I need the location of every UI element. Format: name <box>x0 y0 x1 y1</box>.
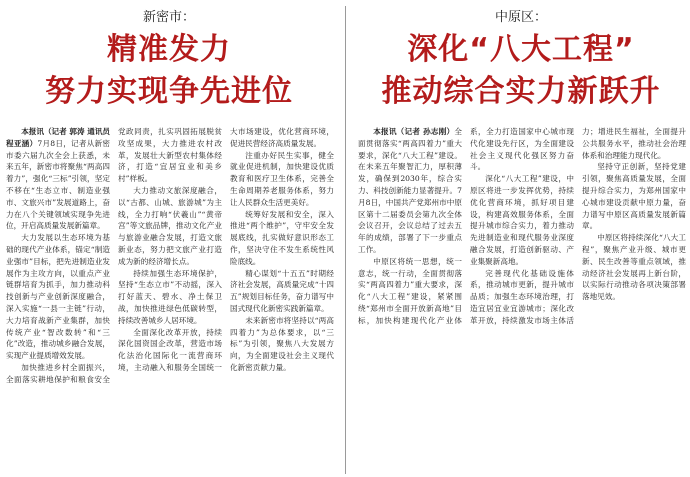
right-article-body <box>358 126 686 474</box>
right-paragraph: 中原区将统一思想，统一意志，统一行动，全面贯彻落实“两高四着力”重大要求，深化“八大工程”建设，紧紧围绕“郑州市全面开放新高地”目标，加快构建现代化产业体系，全力打造国家中心城市现代化建设先行区，为全面建设社会主义现代化强区努力奋斗。 <box>358 127 574 325</box>
column-divider <box>345 6 346 474</box>
right-byline: 本报讯（记者 孙志刚） <box>373 127 455 136</box>
right-paragraph: 坚持守正创新，坚持党建引领，聚焦高质量发展，全面提升综合实力，为郑州国家中心城市建设贡献中原力量，奋力谱写中原区高质量发展新篇章。 <box>582 162 686 231</box>
right-article <box>352 0 690 477</box>
left-paragraph: 注重办好民生实事，健全就业促进机制，加快建设优质教育和医疗卫生体系，完善全生命周期养老服务体系，努力让人民群众生活更美好。 <box>230 150 334 207</box>
right-headline-line2: 推动综合实力新跃升 <box>381 74 661 109</box>
left-kicker: 新密市： <box>142 10 195 25</box>
left-paragraph: 大力发展以生态环境为基础的现代产业体系，锚定“制造业强市”目标，把先进制造业发展作为主攻方向，以重点产业链群培育为抓手，加力推动科技创新与产业创新深度融合，深入实施“一县一主链”行动，大力培育战新产业集群，加快传统产业“智改数转”和“三化”改造，推动城乡融合发展，实现产业提质增效发展。 <box>6 233 110 361</box>
left-byline: 本报讯（记者 郭涛 通讯员 程亚涵） <box>6 127 111 148</box>
left-paragraph: 加快推进乡村全面振兴，全面落实耕地保护和粮食安全党政同责，扎实巩固拓展脱贫攻坚成果，大力推进农村改革，发展壮大新型农村集体经济，打造“宜居宜业和美乡村”样板。 <box>6 127 222 384</box>
right-headline-line1: 深化“八大工程” <box>407 32 635 67</box>
right-paragraph: 完善现代化基础设施体系，推动城市更新，提升城市品质；加强生态环境治理，打造宜居宜业宜游城市；深化改革开放，持续激发市场主体活力；增进民生福祉，全面提升公共服务水平，推动社会治理体系和治理能力现代化。 <box>470 127 686 325</box>
left-paragraph: 全面深化改革开放，持续深化国资国企改革，营造市场化法治化国际化一流营商环境，主动融入和服务全国统一大市场建设，优化营商环境，促进民营经济高质量发展。 <box>118 127 334 372</box>
right-paragraph-text: 全面贯彻落实“两高四着力”重大要求，深化“八大工程”建设。在未来五年聚智汇力，厚积薄发，确保到2030年，综合实力、科技创新能力显著提升。7月8日，中国共产党郑州市中原区第十二届委员会第九次全体会议召开，会议总结了过去五年的成绩，部署了下一步重点工作。 <box>358 127 462 254</box>
left-article-body <box>6 126 334 474</box>
right-paragraph <box>358 126 462 256</box>
left-paragraph: 未来新密市将坚持以“两高四着力”为总体要求，以“三标”为引领，聚焦八大发展方向，为全面建设社会主义现代化新密贡献力量。 <box>230 315 334 372</box>
left-paragraph: 大力推动文旅深度融合，以“古都、山城、旅游城”为主线，全力打响“伏羲山”“黄帝宫”等文旅品牌，推动文化产业与旅游业融合发展，打造文旅新业态，努力把文旅产业打造成为新的经济增长点。 <box>118 185 222 266</box>
left-headline-line2: 努力实现争先进位 <box>45 74 293 109</box>
right-paragraph: 中原区将持续深化“八大工程”，聚焦产业升级、城市更新、民生改善等重点领域，推动经济社会发展再上新台阶，以实际行动推动各项决策部署落地见效。 <box>582 233 686 302</box>
left-paragraph: 精心谋划“十五五”时期经济社会发展，高质量完成“十四五”规划目标任务，奋力谱写中国式现代化新密实践新篇章。 <box>230 268 334 313</box>
left-paragraph-text: 7月8日，记者从新密市委六届九次全会上获悉，未来五年，新密市将聚焦“两高四着力”，强化“三标”引领，坚定不移在“生态立市、制造业强市、文旅兴市”发展道路上，奋力在八个关键领域实现争先进位，开启高质量发展新篇章。 <box>6 138 111 231</box>
left-paragraph: 持续加强生态环境保护，坚持“生态立市”不动摇，深入打好蓝天、碧水、净土保卫战，加快推进绿色低碳转型，持续改善城乡人居环境。 <box>118 268 222 325</box>
left-paragraph: 统筹好发展和安全，深入推进“两个维护”，守牢安全发展底线，扎实做好意识形态工作，坚决守住不发生系统性风险底线。 <box>230 209 334 266</box>
left-headline-line1: 精准发力 <box>107 32 231 67</box>
left-article <box>0 0 338 477</box>
right-paragraph: 深化“八大工程”建设，中原区将进一步发挥优势，持续优化营商环境，抓好项目建设，构建高效服务体系，全面提升城市综合实力，着力推动先进制造业和现代服务业深度融合发展，打造创新驱动、产业集聚新高地。 <box>470 174 574 266</box>
left-paragraph <box>6 126 110 232</box>
right-kicker: 中原区： <box>494 10 547 25</box>
